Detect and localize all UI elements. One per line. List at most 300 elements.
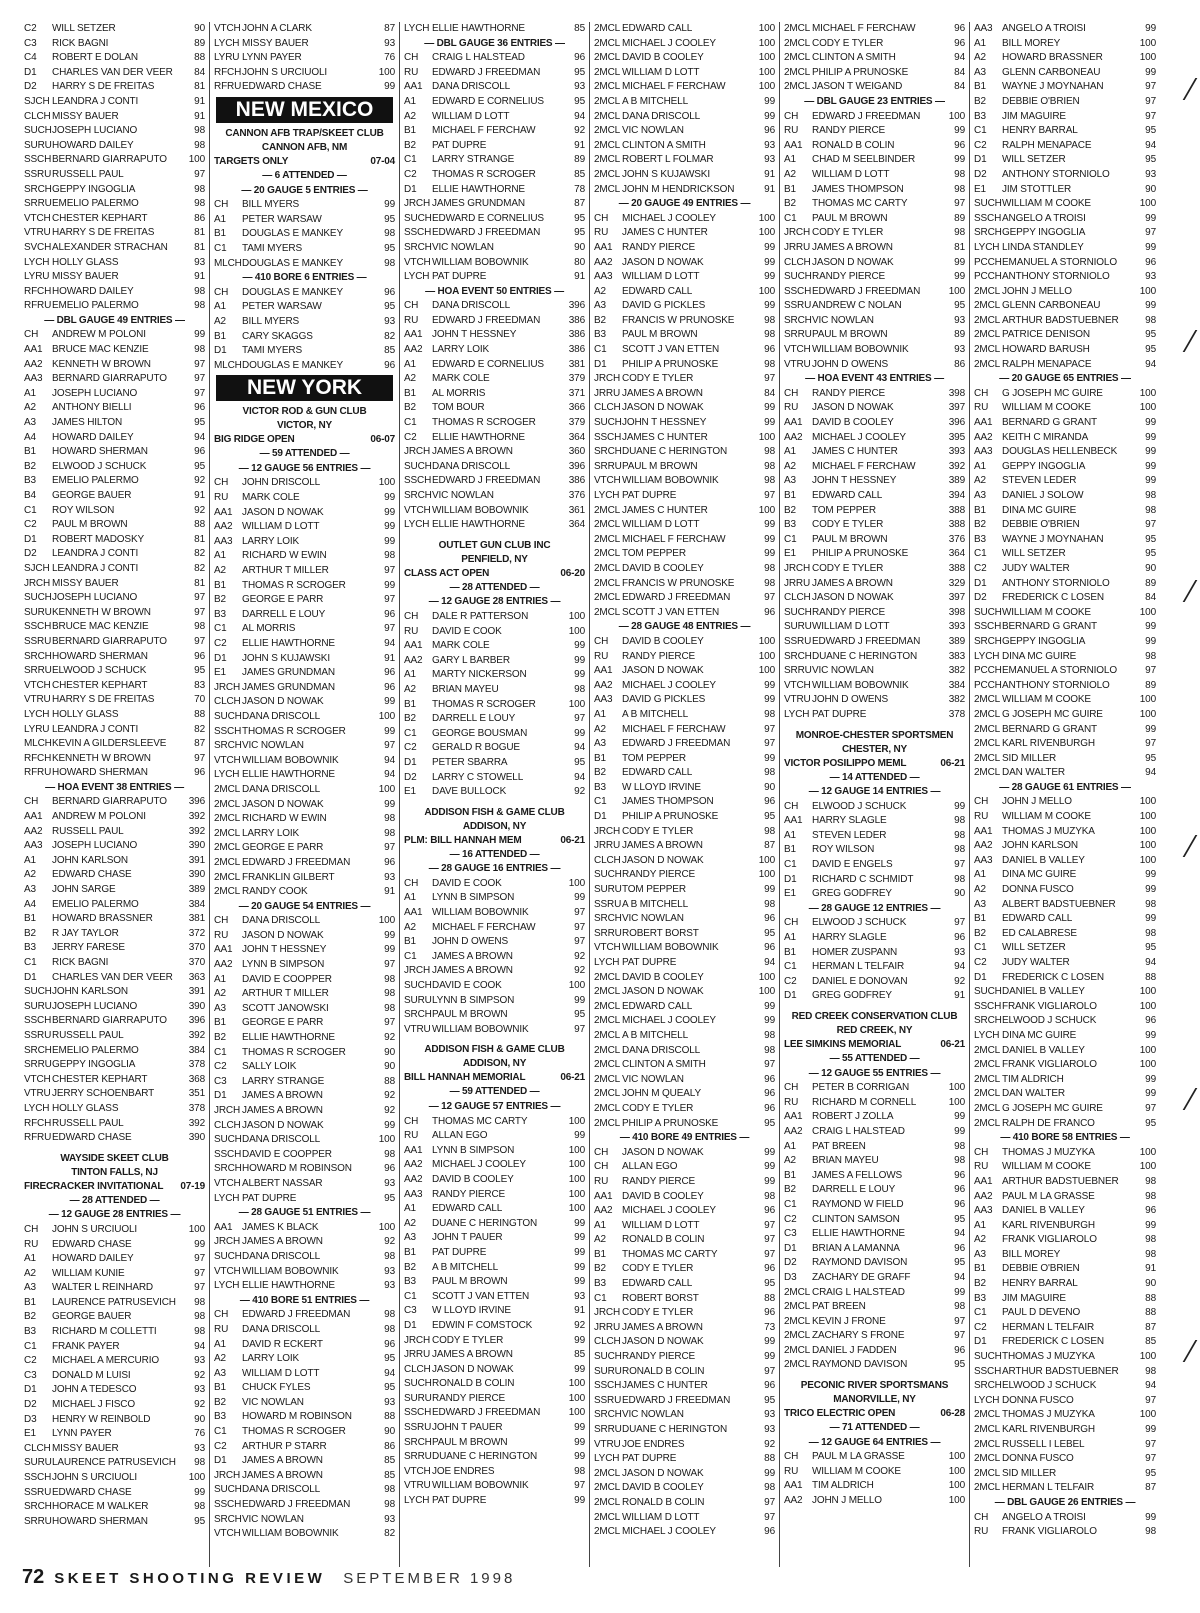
shooter-name: DANA DRISCOLL bbox=[242, 915, 321, 927]
score: 95 bbox=[764, 811, 775, 823]
shooter-name: ANTHONY BIELLI bbox=[52, 402, 132, 414]
shooter-name: JOSEPH LUCIANO bbox=[52, 387, 138, 399]
class-code: A1 bbox=[974, 37, 986, 49]
class-code: B3 bbox=[974, 533, 986, 545]
shooter-name: JASON D NOWAK bbox=[622, 1146, 704, 1158]
shooter-name: WILLIAM M COOKE bbox=[1002, 198, 1091, 210]
class-code: AA3 bbox=[594, 271, 613, 283]
class-code: LYCH bbox=[214, 1192, 240, 1204]
class-code: AA1 bbox=[594, 1190, 613, 1202]
shooter-name: WILLIAM D LOTT bbox=[622, 1511, 700, 1523]
shooter-name: G JOSEPH MC GUIRE bbox=[1002, 708, 1103, 720]
shooter-name: TIM ALDRICH bbox=[1002, 1073, 1064, 1085]
score: 360 bbox=[568, 446, 585, 458]
result-row bbox=[784, 547, 965, 562]
class-code: JRRU bbox=[784, 241, 811, 253]
class-code: RU bbox=[784, 1096, 799, 1108]
class-code: C2 bbox=[974, 1321, 987, 1333]
score: 97 bbox=[764, 738, 775, 750]
class-code: RFRU bbox=[24, 300, 52, 312]
score: 386 bbox=[568, 344, 585, 356]
shooter-name: DEBBIE O'BRIEN bbox=[1002, 95, 1080, 107]
score: 99 bbox=[764, 1351, 775, 1363]
result-row bbox=[24, 898, 205, 913]
score: 70 bbox=[194, 694, 205, 706]
result-row bbox=[974, 241, 1156, 256]
result-row bbox=[214, 1352, 395, 1367]
class-code: SRCH bbox=[594, 913, 622, 925]
shooter-name: HOWARD SHERMAN bbox=[52, 446, 148, 458]
class-code: B2 bbox=[974, 1278, 986, 1290]
score: 94 bbox=[954, 1228, 965, 1240]
class-code: C3 bbox=[24, 1369, 37, 1381]
class-code: A2 bbox=[784, 168, 796, 180]
score: 97 bbox=[574, 713, 585, 725]
score: 378 bbox=[188, 1102, 205, 1114]
shooter-name: FRANK VIGLIAROLO bbox=[1002, 1000, 1097, 1012]
score: 87 bbox=[194, 738, 205, 750]
class-code: LYCH bbox=[24, 708, 50, 720]
score: 90 bbox=[954, 888, 965, 900]
shooter-name: DANIEL J SOLOW bbox=[1002, 490, 1084, 501]
class-code: LYCH bbox=[594, 490, 620, 501]
class-code: AA1 bbox=[214, 1221, 233, 1233]
score: 98 bbox=[764, 460, 775, 472]
score: 90 bbox=[384, 1426, 395, 1438]
score: 93 bbox=[194, 1384, 205, 1396]
shooter-name: WILLIAM BOBOWNIK bbox=[812, 679, 909, 691]
result-row bbox=[214, 958, 395, 973]
score: 98 bbox=[384, 550, 395, 562]
score: 91 bbox=[954, 990, 965, 1002]
shooter-name: HARRY SLAGLE bbox=[812, 815, 887, 827]
shooter-name: ELWOOD J SCHUCK bbox=[1002, 1015, 1097, 1027]
class-code: B3 bbox=[24, 475, 36, 487]
class-code: 2MCL bbox=[594, 52, 621, 64]
score: 92 bbox=[194, 1399, 205, 1411]
shooter-name: WILL SETZER bbox=[1002, 154, 1066, 166]
result-row bbox=[24, 650, 205, 665]
result-row bbox=[594, 752, 775, 767]
score: 382 bbox=[948, 665, 965, 677]
shooter-name: MICHAEL J COOLEY bbox=[622, 212, 716, 224]
shooter-name: MICHAEL J COOLEY bbox=[432, 1159, 526, 1171]
shooter-name: LINDA STANDLEY bbox=[1002, 241, 1084, 253]
class-code: SRCH bbox=[214, 1163, 242, 1175]
result-row bbox=[214, 827, 395, 842]
shooter-name: DOUGLAS E MANKEY bbox=[242, 228, 343, 240]
result-row bbox=[974, 1146, 1156, 1161]
result-row bbox=[404, 343, 585, 358]
score: 99 bbox=[1145, 1424, 1156, 1435]
score: 89 bbox=[574, 154, 585, 166]
result-row bbox=[784, 1096, 965, 1111]
class-code: AA2 bbox=[974, 1190, 993, 1202]
score: 392 bbox=[188, 811, 205, 823]
result-row bbox=[214, 1075, 395, 1090]
class-code: SRCH bbox=[784, 650, 812, 662]
score: 95 bbox=[384, 1192, 395, 1204]
shooter-name: DAVID E COOK bbox=[432, 980, 502, 992]
score: 100 bbox=[948, 110, 965, 122]
class-code: SVCH bbox=[24, 241, 52, 253]
result-row bbox=[784, 1494, 965, 1509]
class-code: C1 bbox=[404, 727, 417, 739]
class-code: VTCH bbox=[594, 475, 621, 487]
result-row bbox=[214, 710, 395, 725]
result-row bbox=[594, 1160, 775, 1175]
class-code: D1 bbox=[784, 990, 797, 1002]
result-row bbox=[974, 431, 1156, 446]
score: 99 bbox=[384, 521, 395, 533]
result-row bbox=[784, 989, 965, 1004]
result-row bbox=[404, 299, 585, 314]
class-code: CLCH bbox=[594, 854, 621, 866]
result-row bbox=[404, 964, 585, 979]
shooter-name: GEORGE BOUSMAN bbox=[432, 727, 528, 739]
score: 96 bbox=[954, 1184, 965, 1196]
shooter-name: JASON D NOWAK bbox=[622, 854, 704, 866]
class-code: SSCH bbox=[24, 1472, 52, 1483]
class-code: A1 bbox=[404, 358, 416, 370]
score: 96 bbox=[764, 1205, 775, 1217]
result-row bbox=[784, 489, 965, 504]
shooter-name: DAVID R ECKERT bbox=[242, 1338, 323, 1350]
class-code: SRCH bbox=[404, 1436, 432, 1448]
result-row bbox=[24, 1238, 205, 1253]
class-code: B2 bbox=[784, 198, 796, 210]
shooter-name: FRANCIS W PRUNOSKE bbox=[622, 577, 735, 589]
shooter-name: RANDY PIERCE bbox=[622, 1175, 696, 1187]
shoot-title bbox=[404, 1071, 585, 1085]
score: 91 bbox=[194, 95, 205, 107]
score: 98 bbox=[764, 314, 775, 326]
result-row bbox=[594, 1000, 775, 1015]
score: 99 bbox=[1145, 241, 1156, 253]
score: 99 bbox=[1145, 431, 1156, 443]
shooter-name: DONNA FUSCO bbox=[1002, 1394, 1074, 1406]
result-row bbox=[24, 270, 205, 285]
shooter-name: WILLIAM D LOTT bbox=[242, 1367, 320, 1379]
result-row bbox=[784, 1315, 965, 1330]
result-row bbox=[214, 681, 395, 696]
shooter-name: RICHARD M COLLETTI bbox=[52, 1326, 157, 1338]
score: 94 bbox=[574, 771, 585, 783]
shooter-name: ELLIE HAWTHORNE bbox=[432, 519, 525, 531]
class-code: MLCH bbox=[214, 359, 242, 371]
result-row bbox=[974, 95, 1156, 110]
shooter-name: EDWARD E CORNELIUS bbox=[432, 358, 544, 370]
shooter-name: WILLIAM D LOTT bbox=[622, 1219, 700, 1231]
score: 99 bbox=[574, 1232, 585, 1244]
shooter-name: MICHAEL J COOLEY bbox=[812, 431, 906, 443]
result-row bbox=[214, 1279, 395, 1294]
score: 97 bbox=[954, 917, 965, 929]
class-code: PCCH bbox=[974, 679, 1002, 691]
score: 97 bbox=[384, 565, 395, 577]
shooter-name: RANDY PIERCE bbox=[812, 271, 886, 283]
shooter-name: DAVID E COOK bbox=[432, 625, 502, 637]
result-row bbox=[24, 416, 205, 431]
result-row bbox=[214, 768, 395, 783]
score: 99 bbox=[1145, 621, 1156, 633]
result-row bbox=[24, 1117, 205, 1132]
score: 100 bbox=[948, 1495, 965, 1507]
score: 99 bbox=[764, 402, 775, 414]
score: 99 bbox=[1145, 1511, 1156, 1523]
result-row bbox=[214, 1133, 395, 1148]
score: 99 bbox=[954, 1286, 965, 1298]
score: 95 bbox=[1145, 752, 1156, 764]
shooter-name: WILLIAM BOBOWNIK bbox=[432, 1023, 529, 1035]
class-code: SUCH bbox=[404, 212, 432, 224]
shoot-title bbox=[404, 834, 585, 848]
shooter-name: JASON D NOWAK bbox=[242, 798, 324, 810]
score: 99 bbox=[764, 1000, 775, 1012]
shooter-name: RANDY PIERCE bbox=[432, 1188, 506, 1200]
class-code: C2 bbox=[214, 1061, 227, 1073]
shooter-name: LYNN PAYER bbox=[242, 52, 302, 64]
class-code: D3 bbox=[24, 1413, 37, 1425]
score: 93 bbox=[384, 1265, 395, 1277]
result-row bbox=[594, 212, 775, 227]
score: 100 bbox=[568, 980, 585, 992]
score: 99 bbox=[1145, 446, 1156, 458]
result-row bbox=[214, 929, 395, 944]
score: 390 bbox=[188, 1000, 205, 1012]
shoot-name: PLM: BILL HANNAH MEM bbox=[404, 834, 522, 846]
score: 396 bbox=[568, 460, 585, 472]
shooter-name: BRUCE MAC KENZIE bbox=[52, 621, 149, 633]
class-code: C2 bbox=[404, 742, 417, 754]
score: 81 bbox=[194, 533, 205, 545]
score: 96 bbox=[954, 23, 965, 34]
class-code: SRRU bbox=[24, 665, 52, 677]
class-code: B1 bbox=[214, 1017, 226, 1029]
class-code: 2MCL bbox=[594, 1088, 621, 1100]
result-row bbox=[974, 1467, 1156, 1482]
shooter-name: ROBERT E DOLAN bbox=[52, 52, 138, 64]
class-code: A2 bbox=[594, 723, 606, 735]
class-code: C2 bbox=[784, 1213, 797, 1225]
result-row bbox=[404, 1008, 585, 1023]
score: 97 bbox=[764, 373, 775, 385]
shooter-name: DUANE C HERINGTON bbox=[812, 650, 918, 662]
class-code: 2MCL bbox=[784, 1286, 811, 1298]
shooter-name: ROBERT MADOSKY bbox=[52, 533, 144, 545]
class-code: CH bbox=[24, 1223, 39, 1235]
result-row bbox=[594, 708, 775, 723]
score: 100 bbox=[1139, 840, 1156, 852]
shooter-name: ELLIE HAWTHORNE bbox=[242, 638, 335, 649]
score: 96 bbox=[764, 1102, 775, 1114]
class-code: C1 bbox=[24, 504, 37, 516]
class-code: RU bbox=[974, 1526, 989, 1538]
class-code: SSRU bbox=[594, 1394, 622, 1406]
result-row bbox=[214, 637, 395, 652]
score: 85 bbox=[1145, 1336, 1156, 1348]
shooter-name: GEPPY INGOGLIA bbox=[52, 183, 136, 195]
score: 95 bbox=[574, 756, 585, 768]
class-code: D1 bbox=[974, 1336, 987, 1348]
score: 100 bbox=[1139, 198, 1156, 210]
score: 97 bbox=[954, 1330, 965, 1342]
shooter-name: ELLIE HAWTHORNE bbox=[432, 431, 525, 443]
score: 100 bbox=[1139, 854, 1156, 866]
class-code: D1 bbox=[404, 183, 417, 195]
result-row bbox=[404, 785, 585, 800]
class-code: SURU bbox=[404, 994, 432, 1006]
class-code: AA3 bbox=[974, 446, 993, 458]
shooter-name: JASON D NOWAK bbox=[622, 665, 704, 677]
class-code: C2 bbox=[214, 1440, 227, 1452]
score: 81 bbox=[954, 241, 965, 253]
score: 100 bbox=[758, 81, 775, 93]
shooter-name: SCOTT J VAN ETTEN bbox=[622, 344, 720, 356]
score: 100 bbox=[188, 1472, 205, 1483]
shooter-name: DANIEL E DONOVAN bbox=[812, 975, 908, 987]
result-row bbox=[784, 80, 965, 95]
shooter-name: WILLIAM KUNIE bbox=[52, 1267, 125, 1279]
result-row bbox=[594, 1175, 775, 1190]
event-header: — 410 BORE 49 ENTRIES — bbox=[619, 1132, 750, 1144]
shooter-name: TOM BOUR bbox=[432, 402, 485, 414]
result-row bbox=[594, 1262, 775, 1277]
result-row bbox=[214, 330, 395, 345]
event-header: — 12 GAUGE 28 ENTRIES — bbox=[48, 1209, 181, 1221]
result-row bbox=[24, 1515, 205, 1530]
shooter-name: RANDY PIERCE bbox=[812, 125, 886, 137]
class-code: B2 bbox=[784, 504, 796, 516]
result-row bbox=[24, 22, 205, 37]
class-code: SSCH bbox=[404, 475, 432, 487]
class-code: SRRU bbox=[594, 927, 622, 939]
shooter-name: JUDY WALTER bbox=[1002, 957, 1070, 968]
result-row bbox=[594, 1321, 775, 1336]
shooter-name: DARRELL E LOUY bbox=[432, 713, 516, 725]
result-row bbox=[214, 198, 395, 213]
shooter-name: JAMES GRUNDMAN bbox=[242, 681, 335, 693]
class-code: B3 bbox=[24, 942, 36, 954]
score: 99 bbox=[574, 654, 585, 666]
score: 100 bbox=[568, 1173, 585, 1185]
shooter-name: WILLIAM D LOTT bbox=[432, 110, 510, 122]
shooter-name: ANTHONY STORNIOLO bbox=[1002, 577, 1110, 589]
shooter-name: BILL MOREY bbox=[1002, 1248, 1061, 1260]
score: 390 bbox=[188, 869, 205, 881]
score: 391 bbox=[188, 986, 205, 998]
result-row bbox=[24, 328, 205, 343]
shooter-name: RONALD B COLIN bbox=[622, 1365, 705, 1377]
score: 97 bbox=[764, 1219, 775, 1231]
score: 97 bbox=[764, 723, 775, 735]
class-code: PCCH bbox=[974, 256, 1002, 268]
result-row bbox=[214, 725, 395, 740]
shooter-name: EDWARD J FREEDMAN bbox=[242, 856, 351, 868]
result-row bbox=[784, 183, 965, 198]
class-code: AA2 bbox=[404, 344, 423, 356]
score: 89 bbox=[954, 329, 965, 341]
shooter-name: DANA DRISCOLL bbox=[432, 81, 511, 93]
result-row bbox=[974, 693, 1156, 708]
score: 394 bbox=[948, 490, 965, 501]
shooter-name: VIC NOWLAN bbox=[812, 314, 874, 326]
result-row bbox=[974, 1423, 1156, 1438]
score: 94 bbox=[1145, 957, 1156, 968]
score: 97 bbox=[954, 859, 965, 871]
shooter-name: BILL MYERS bbox=[242, 199, 300, 211]
result-row bbox=[784, 814, 965, 829]
class-code: 2MCL bbox=[594, 95, 621, 107]
result-row bbox=[594, 1102, 775, 1117]
shooter-name: JAMES A BROWN bbox=[812, 577, 893, 589]
class-code: JRCH bbox=[594, 373, 621, 385]
result-row bbox=[24, 504, 205, 519]
result-row bbox=[24, 1310, 205, 1325]
class-code: C2 bbox=[24, 23, 37, 34]
result-row bbox=[214, 1104, 395, 1119]
club-location: TINTON FALLS, NJ bbox=[71, 1166, 158, 1178]
score: 96 bbox=[764, 1307, 775, 1319]
class-code: VTCH bbox=[404, 504, 431, 516]
result-row bbox=[404, 110, 585, 125]
result-row bbox=[404, 610, 585, 625]
result-row bbox=[594, 766, 775, 781]
score: 96 bbox=[384, 359, 395, 371]
shooter-name: LYNN B SIMPSON bbox=[432, 1144, 515, 1156]
shooter-name: EDWARD J FREEDMAN bbox=[622, 592, 731, 604]
score: 91 bbox=[764, 183, 775, 195]
class-code: D2 bbox=[974, 168, 987, 180]
shooter-name: JOHN T HESSNEY bbox=[812, 475, 897, 487]
class-code: AA2 bbox=[404, 1159, 423, 1171]
result-row bbox=[594, 635, 775, 650]
score: 97 bbox=[954, 1315, 965, 1327]
score: 98 bbox=[384, 973, 395, 985]
shooter-name: EDWARD CHASE bbox=[52, 1132, 132, 1144]
score: 99 bbox=[764, 752, 775, 764]
class-code: C1 bbox=[784, 859, 797, 871]
shooter-name: PAUL M LA GRASSE bbox=[812, 1451, 905, 1463]
shooter-name: WILLIAM D LOTT bbox=[812, 621, 890, 633]
shooter-name: MARK COLE bbox=[432, 373, 490, 385]
page-edge-mark bbox=[1189, 1340, 1194, 1362]
class-code: A1 bbox=[404, 95, 416, 107]
class-code: 2MCL bbox=[974, 738, 1001, 750]
class-code: SRCH bbox=[974, 227, 1002, 239]
class-code: CH bbox=[404, 1115, 419, 1127]
event-header: — 28 GAUGE 16 ENTRIES — bbox=[428, 863, 561, 875]
result-row bbox=[404, 518, 585, 533]
page-edge-mark bbox=[1189, 330, 1194, 352]
score: 90 bbox=[384, 1046, 395, 1058]
shooter-name: GARY L BARBER bbox=[432, 654, 510, 666]
class-code: 2MCL bbox=[214, 871, 241, 883]
shooter-name: KEITH C MIRANDA bbox=[1002, 431, 1089, 443]
class-code: AA2 bbox=[974, 840, 993, 852]
shooter-name: EMELIO PALERMO bbox=[52, 198, 139, 210]
score: 99 bbox=[764, 1467, 775, 1479]
result-row bbox=[784, 800, 965, 815]
class-code: C1 bbox=[404, 154, 417, 166]
result-row bbox=[24, 985, 205, 1000]
class-code: C1 bbox=[404, 950, 417, 962]
result-row bbox=[784, 1329, 965, 1344]
shooter-name: STEVEN LEDER bbox=[1002, 475, 1077, 487]
shooter-name: HOWARD BRASSNER bbox=[52, 913, 153, 925]
class-code: C1 bbox=[784, 961, 797, 973]
class-code: B1 bbox=[404, 1246, 416, 1258]
